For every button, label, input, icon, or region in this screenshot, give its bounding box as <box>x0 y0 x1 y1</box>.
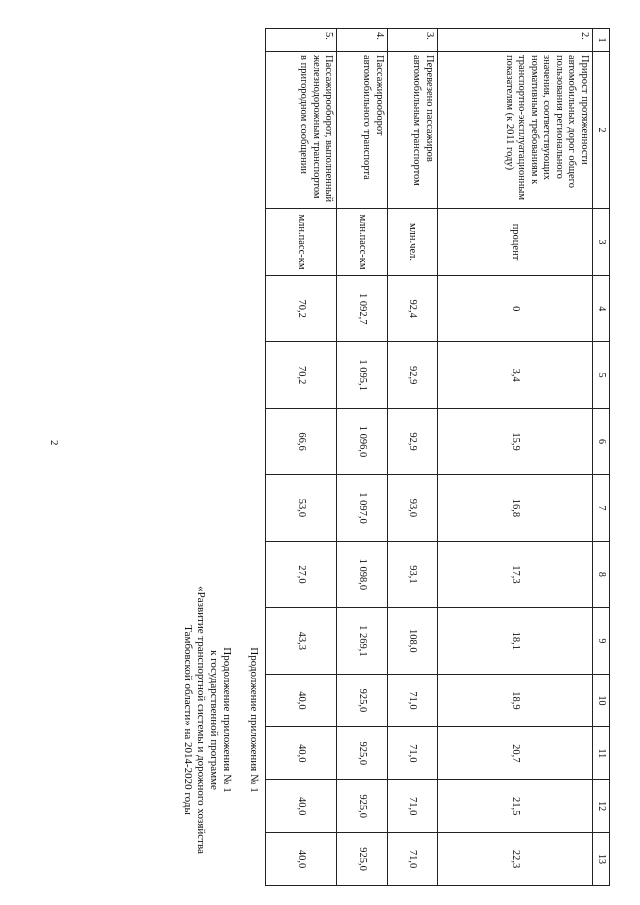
column-number-cell: 9 <box>593 608 610 674</box>
value-cell: 21,5 <box>437 780 592 833</box>
value-cell: 17,3 <box>437 541 592 607</box>
value-cell: 925,0 <box>337 727 387 780</box>
value-cell: 3,4 <box>437 342 592 408</box>
value-cell: 0 <box>437 276 592 342</box>
value-cell: 93,0 <box>387 475 437 541</box>
row-number-cell: 4. <box>337 29 387 52</box>
value-cell: 1 097,0 <box>337 475 387 541</box>
page-number: 2 <box>48 440 60 446</box>
table-row <box>437 29 592 886</box>
unit-cell: млн.пасс-км <box>266 209 337 276</box>
column-number-row <box>593 29 610 886</box>
value-cell: 92,9 <box>387 408 437 474</box>
column-number-cell: 3 <box>593 209 610 276</box>
unit-cell: млн.пасс-км <box>337 209 387 276</box>
value-cell: 43,3 <box>266 608 337 674</box>
value-cell: 18,9 <box>437 674 592 727</box>
column-number-cell: 7 <box>593 475 610 541</box>
column-number-cell: 12 <box>593 780 610 833</box>
header-line: Тамбовской области» на 2014-2020 годы <box>182 625 194 815</box>
indicator-name-cell: Пассажирооборот автомобильного транспорта <box>337 52 387 209</box>
column-number-cell: 6 <box>593 408 610 474</box>
value-cell: 40,0 <box>266 674 337 727</box>
value-cell: 70,2 <box>266 342 337 408</box>
value-cell: 92,9 <box>387 342 437 408</box>
value-cell: 925,0 <box>337 674 387 727</box>
value-cell: 1 092,7 <box>337 276 387 342</box>
row-number-cell: 2. <box>437 29 592 52</box>
value-cell: 71,0 <box>387 674 437 727</box>
column-number-cell: 1 <box>593 29 610 52</box>
column-number-cell: 11 <box>593 727 610 780</box>
value-cell: 40,0 <box>266 780 337 833</box>
value-cell: 22,3 <box>437 833 592 886</box>
value-cell: 71,0 <box>387 780 437 833</box>
value-cell: 40,0 <box>266 727 337 780</box>
header-line: «Развитие транспортной системы и дорожного хозяйства <box>195 586 207 854</box>
value-cell: 1 269,1 <box>337 608 387 674</box>
value-cell: 53,0 <box>266 475 337 541</box>
value-cell: 1 096,0 <box>337 408 387 474</box>
value-cell: 93,1 <box>387 541 437 607</box>
value-cell: 20,7 <box>437 727 592 780</box>
value-cell: 66,6 <box>266 408 337 474</box>
appendix-header <box>181 540 260 900</box>
value-cell: 18,1 <box>437 608 592 674</box>
unit-cell: млн.чел. <box>387 209 437 276</box>
continuation-note: Продолжение приложения № 1 <box>248 647 260 793</box>
table-row <box>387 29 437 886</box>
value-cell: 16,8 <box>437 475 592 541</box>
value-cell: 70,2 <box>266 276 337 342</box>
value-cell: 40,0 <box>266 833 337 886</box>
value-cell: 71,0 <box>387 833 437 886</box>
value-cell: 925,0 <box>337 833 387 886</box>
value-cell: 925,0 <box>337 780 387 833</box>
value-cell: 27,0 <box>266 541 337 607</box>
indicator-name-cell: Пассажирооборот, выполненный железнодорожным транспортом в пригородном сообщении <box>266 52 337 209</box>
column-number-cell: 13 <box>593 833 610 886</box>
unit-cell: процент <box>437 209 592 276</box>
indicator-name-cell: Прирост протяженности автомобильных дорог общего пользования регионального значения, соответствующих нормативным требованиям к транспортно-эксплуатационным показателям (к 2011 году) <box>437 52 592 209</box>
value-cell: 15,9 <box>437 408 592 474</box>
value-cell: 1 098,0 <box>337 541 387 607</box>
row-number-cell: 5. <box>266 29 337 52</box>
header-line: Продолжение приложения № 1 <box>221 647 233 793</box>
value-cell: 71,0 <box>387 727 437 780</box>
table-row <box>266 29 337 886</box>
indicators-table <box>265 28 610 886</box>
indicator-name-cell: Перевезено пассажиров автомобильным транспортом <box>387 52 437 209</box>
row-number-cell: 3. <box>387 29 437 52</box>
column-number-cell: 2 <box>593 52 610 209</box>
column-number-cell: 4 <box>593 276 610 342</box>
value-cell: 108,0 <box>387 608 437 674</box>
header-line: к государственной программе <box>208 650 220 790</box>
value-cell: 92,4 <box>387 276 437 342</box>
column-number-cell: 8 <box>593 541 610 607</box>
column-number-cell: 5 <box>593 342 610 408</box>
column-number-cell: 10 <box>593 674 610 727</box>
value-cell: 1 095,1 <box>337 342 387 408</box>
table-row <box>337 29 387 886</box>
